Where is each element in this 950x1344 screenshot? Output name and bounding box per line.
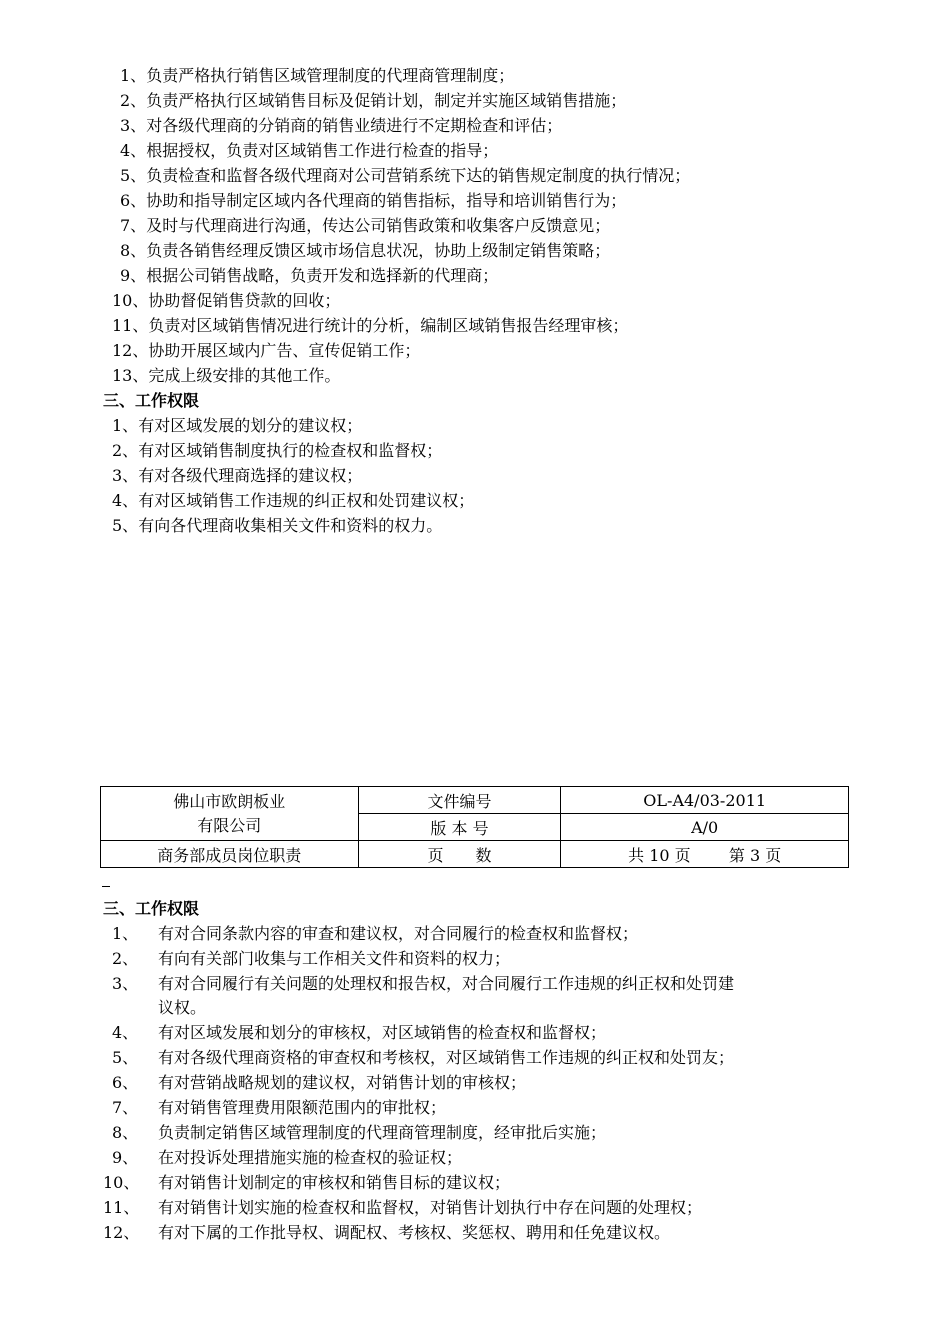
company-name-line1: 佛山市欧朗板业 bbox=[173, 791, 286, 811]
list-item bbox=[112, 439, 442, 463]
item-text: 协助督促销售贷款的回收； bbox=[148, 291, 341, 310]
item-text: 负责严格执行区域销售目标及促销计划，制定并实施区域销售措施； bbox=[146, 91, 627, 110]
page-total: 共 10 页 bbox=[628, 845, 691, 865]
item-number: 1、 bbox=[112, 924, 139, 943]
text-cursor-mark bbox=[102, 886, 110, 887]
item-text: 有向有关部门收集与工作相关文件和资料的权力； bbox=[158, 949, 511, 968]
item-text: 负责严格执行销售区域管理制度的代理商管理制度； bbox=[146, 66, 515, 85]
doc-no-label: 文件编号 bbox=[358, 787, 561, 814]
company-name-line2: 有限公司 bbox=[197, 815, 262, 835]
list-item bbox=[120, 64, 514, 88]
item-text: 有对销售计划实施的检查权和监督权，对销售计划执行中存在问题的处理权； bbox=[158, 1198, 703, 1217]
list-item bbox=[112, 464, 362, 488]
list-item bbox=[120, 189, 626, 213]
item-number: 6、 bbox=[120, 191, 147, 210]
item-text: 有对合同条款内容的审查和建议权，对合同履行的检查权和监督权； bbox=[158, 924, 639, 943]
list-item bbox=[112, 514, 442, 538]
item-text: 有对区域销售工作违规的纠正权和处罚建议权； bbox=[138, 491, 475, 510]
item-text: 有对营销战略规划的建议权，对销售计划的审核权； bbox=[158, 1073, 527, 1092]
section-heading: 三、工作权限 bbox=[103, 899, 200, 918]
list-item bbox=[112, 922, 852, 946]
list-item bbox=[120, 114, 562, 138]
list-item bbox=[103, 1171, 852, 1195]
item-number: 2、 bbox=[112, 441, 139, 460]
item-number: 8、 bbox=[120, 241, 147, 260]
item-text: 有对销售管理费用限额范围内的审批权； bbox=[158, 1098, 447, 1117]
doc-no-value: OL-A4/03-2011 bbox=[561, 787, 849, 814]
list-item bbox=[120, 164, 690, 188]
list-item bbox=[112, 289, 340, 313]
company-name-cell bbox=[101, 787, 359, 841]
item-number: 5、 bbox=[112, 1048, 139, 1067]
item-text: 有对区域销售制度执行的检查权和监督权； bbox=[138, 441, 443, 460]
item-text: 负责对区域销售情况进行统计的分析，编制区域销售报告经理审核； bbox=[148, 316, 629, 335]
list-item bbox=[120, 239, 610, 263]
list-item bbox=[103, 1221, 852, 1245]
list-item bbox=[112, 414, 362, 438]
item-text: 对各级代理商的分销商的销售业绩进行不定期检查和评估； bbox=[146, 116, 563, 135]
item-number: 10、 bbox=[103, 1173, 140, 1192]
item-text: 根据公司销售战略，负责开发和选择新的代理商； bbox=[146, 266, 499, 285]
item-text: 有向各代理商收集相关文件和资料的权力。 bbox=[138, 516, 443, 535]
item-number: 9、 bbox=[112, 1148, 139, 1167]
item-text: 负责制定销售区域管理制度的代理商管理制度，经审批后实施； bbox=[158, 1123, 607, 1142]
item-text: 协助和指导制定区域内各代理商的销售指标，指导和培训销售行为； bbox=[146, 191, 627, 210]
item-text-continuation: 议权。 bbox=[158, 998, 207, 1017]
item-text: 及时与代理商进行沟通，传达公司销售政策和收集客户反馈意见； bbox=[146, 216, 611, 235]
item-text: 完成上级安排的其他工作。 bbox=[148, 366, 341, 385]
list-item bbox=[112, 364, 340, 388]
page-current: 第 3 页 bbox=[728, 845, 782, 865]
item-number: 1、 bbox=[112, 416, 139, 435]
item-number: 5、 bbox=[112, 516, 139, 535]
item-number: 3、 bbox=[112, 974, 139, 993]
item-number: 8、 bbox=[112, 1123, 139, 1142]
item-number: 1、 bbox=[120, 66, 147, 85]
item-text: 有对各级代理商资格的审查权和考核权，对区域销售工作违规的纠正权和处罚友； bbox=[158, 1048, 735, 1067]
section-heading: 三、工作权限 bbox=[103, 391, 200, 410]
document-header-table bbox=[100, 786, 849, 868]
list-item bbox=[112, 1146, 852, 1170]
item-number: 13、 bbox=[112, 366, 149, 385]
item-text: 有对区域发展的划分的建议权； bbox=[138, 416, 363, 435]
list-item bbox=[112, 1096, 852, 1120]
list-item bbox=[120, 214, 610, 238]
item-number: 2、 bbox=[120, 91, 147, 110]
list-item bbox=[120, 139, 498, 163]
item-number: 4、 bbox=[112, 491, 139, 510]
page-label: 页 数 bbox=[358, 841, 561, 868]
list-item bbox=[112, 1071, 852, 1095]
item-number: 9、 bbox=[120, 266, 147, 285]
item-number: 6、 bbox=[112, 1073, 139, 1092]
version-label: 版 本 号 bbox=[358, 814, 561, 841]
item-number: 3、 bbox=[112, 466, 139, 485]
list-item bbox=[103, 1196, 852, 1220]
version-value: A/0 bbox=[561, 814, 849, 841]
item-number: 7、 bbox=[120, 216, 147, 235]
item-number: 11、 bbox=[112, 316, 149, 335]
item-number: 2、 bbox=[112, 949, 139, 968]
list-item bbox=[112, 1021, 852, 1045]
item-text: 负责检查和监督各级代理商对公司营销系统下达的销售规定制度的执行情况； bbox=[146, 166, 691, 185]
document-title: 商务部成员岗位职责 bbox=[101, 841, 359, 868]
list-item bbox=[112, 1046, 852, 1070]
list-item bbox=[112, 972, 852, 996]
item-number: 4、 bbox=[112, 1023, 139, 1042]
list-item bbox=[112, 947, 852, 971]
item-text: 有对下属的工作批导权、调配权、考核权、奖惩权、聘用和任免建议权。 bbox=[158, 1223, 671, 1242]
item-number: 12、 bbox=[112, 341, 149, 360]
item-number: 5、 bbox=[120, 166, 147, 185]
item-text: 有对合同履行有关问题的处理权和报告权，对合同履行工作违规的纠正权和处罚建 bbox=[158, 974, 735, 993]
item-number: 12、 bbox=[103, 1223, 140, 1242]
item-text: 有对销售计划制定的审核权和销售目标的建议权； bbox=[158, 1173, 511, 1192]
page-count-cell bbox=[561, 841, 849, 868]
item-number: 7、 bbox=[112, 1098, 139, 1117]
item-text: 协助开展区域内广告、宣传促销工作； bbox=[148, 341, 421, 360]
item-number: 3、 bbox=[120, 116, 147, 135]
list-item bbox=[112, 339, 420, 363]
list-item bbox=[112, 1121, 852, 1145]
item-text: 有对区域发展和划分的审核权，对区域销售的检查权和监督权； bbox=[158, 1023, 607, 1042]
item-number: 11、 bbox=[103, 1198, 140, 1217]
list-item bbox=[120, 89, 626, 113]
list-item bbox=[112, 489, 474, 513]
item-text: 根据授权，负责对区域销售工作进行检查的指导； bbox=[146, 141, 499, 160]
list-item bbox=[112, 314, 628, 338]
item-number: 10、 bbox=[112, 291, 149, 310]
item-text: 负责各销售经理反馈区域市场信息状况，协助上级制定销售策略； bbox=[146, 241, 611, 260]
list-item bbox=[120, 264, 498, 288]
item-text: 在对投诉处理措施实施的检查权的验证权； bbox=[158, 1148, 463, 1167]
item-number: 4、 bbox=[120, 141, 147, 160]
item-text: 有对各级代理商选择的建议权； bbox=[138, 466, 363, 485]
